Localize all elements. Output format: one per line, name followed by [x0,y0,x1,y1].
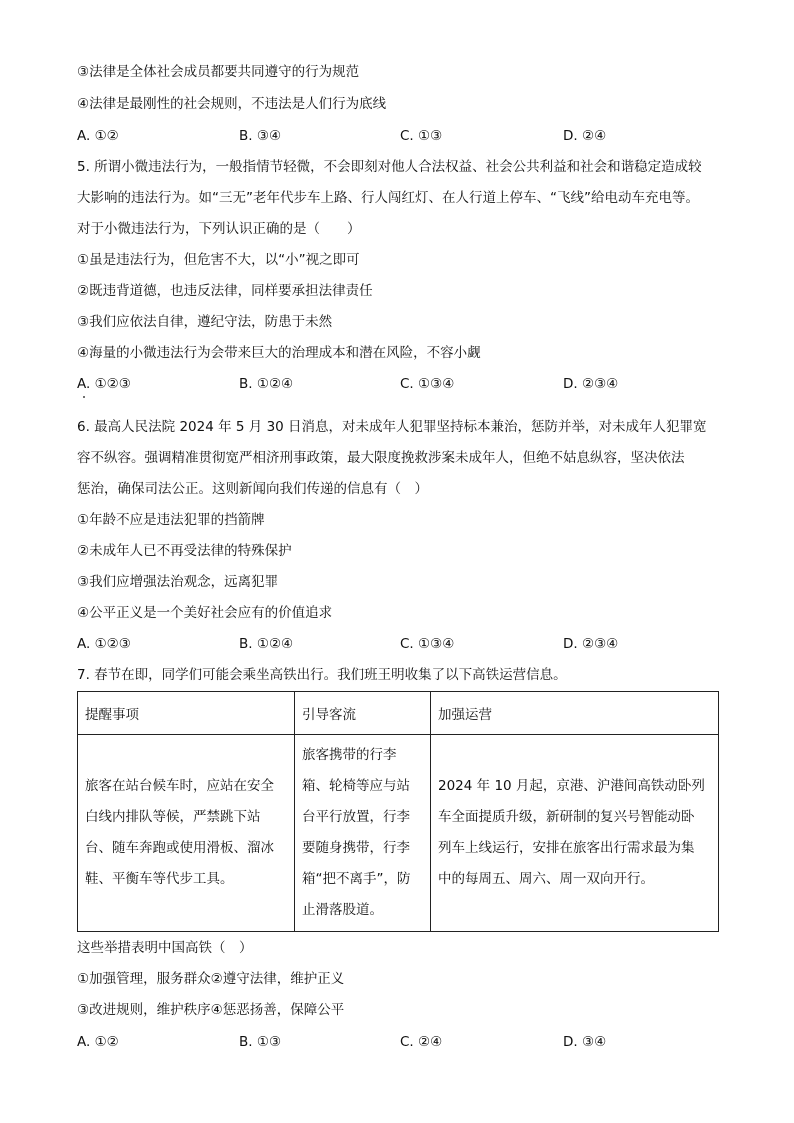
table-row [78,735,719,932]
option-c: C. ①③④ [400,636,455,652]
table-header-cell: 提醒事项 [78,692,295,735]
q5-stem-line-2: 大影响的违法行为。如“三无”老年代步车上路、行人闯红灯、在人行道上停车、“飞线”给电动车充电等。 [77,190,699,206]
option-a: A. ①② [77,1034,119,1050]
q6-options [77,634,717,654]
option-d: D. ③④ [563,1034,607,1050]
table-cell-operation [431,735,719,932]
prev-item-3: ③法律是全体社会成员都要共同遵守的行为规范 [77,64,360,80]
q5-item-3: ③我们应依法自律，遵纪守法，防患于未然 [77,314,333,330]
q5-stem-line-1: 5. 所谓小微违法行为，一般指情节轻微，不会即刻对他人合法权益、社会公共利益和社会和谐稳定造成较 [77,159,702,175]
q6-item-1: ①年龄不应是违法犯罪的挡箭牌 [77,512,265,528]
option-b: B. ①②④ [239,636,294,652]
option-a: A. ①② [77,128,119,144]
q5-item-2: ②既违背道德，也违反法律，同样要承担法律责任 [77,283,373,299]
prev-item-4: ④法律是最刚性的社会规则，不违法是人们行为底线 [77,96,387,112]
table-header-cell: 加强运营 [431,692,719,735]
table-header-cell: 引导客流 [295,692,431,735]
q5-stem-line-3: 对于小微违法行为，下列认识正确的是（ ） [77,221,361,237]
option-d: D. ②③④ [563,376,619,392]
q7-options [77,1032,717,1052]
option-c: C. ②④ [400,1034,443,1050]
table-header-row [78,692,719,735]
option-d: D. ②④ [563,128,607,144]
option-b: B. ①③ [239,1034,282,1050]
q7-stem: 7. 春节在即，同学们可能会乘坐高铁出行。我们班王明收集了以下高铁运营信息。 [77,667,567,683]
q7-items-line-2: ③改进规则，维护秩序④惩恶扬善，保障公平 [77,1002,345,1018]
q6-stem-line-3: 惩治，确保司法公正。这则新闻向我们传递的信息有（ ） [77,481,428,497]
q5-options [77,374,717,394]
option-c: C. ①③ [400,128,443,144]
q6-stem-line-2: 容不纵容。强调精准贯彻宽严相济刑事政策，最大限度挽救涉案未成年人，但绝不姑息纵容，坚决依法 [77,450,685,466]
stray-dot [83,396,85,398]
q7-question: 这些举措表明中国高铁（ ） [77,940,253,956]
q7-items-line-1: ①加强管理，服务群众②遵守法律，维护正义 [77,971,345,987]
q5-item-4: ④海量的小微违法行为会带来巨大的治理成本和潜在风险，不容小觑 [77,345,481,361]
option-b: B. ①②④ [239,376,294,392]
option-b: B. ③④ [239,128,282,144]
q6-item-4: ④公平正义是一个美好社会应有的价值追求 [77,605,333,621]
cell-text: 2024 年 10 月起，京港、沪港间高铁动卧列 车全面提质升级，新研制的复兴号智能动卧 列车上线运行，安排在旅客出行需求最为集 中的每周五、周六、周一双向开行。 [438,778,705,887]
q6-item-3: ③我们应增强法治观念，远离犯罪 [77,574,279,590]
cell-text: 旅客携带的行李 箱、轮椅等应与站 台平行放置，行李 要随身携带，行李 箱“把不离手”，防 止滑落股道。 [302,747,411,918]
table-cell-reminder [78,735,295,932]
option-c: C. ①③④ [400,376,455,392]
option-a: A. ①②③ [77,636,131,652]
option-d: D. ②③④ [563,636,619,652]
rail-info-table [77,691,719,932]
cell-text: 旅客在站台候车时，应站在安全 白线内排队等候，严禁跳下站 台、随车奔跑或使用滑板、溜冰 鞋、平衡车等代步工具。 [85,778,274,887]
q6-item-2: ②未成年人已不再受法律的特殊保护 [77,543,292,559]
prev-options [77,126,717,146]
q6-stem-line-1: 6. 最高人民法院 2024 年 5 月 30 日消息，对未成年人犯罪坚持标本兼治，惩防并举，对未成年人犯罪宽 [77,419,707,435]
table-cell-guidance [295,735,431,932]
q5-item-1: ①虽是违法行为，但危害不大，以“小”视之即可 [77,252,360,268]
option-a: A. ①②③ [77,376,131,392]
